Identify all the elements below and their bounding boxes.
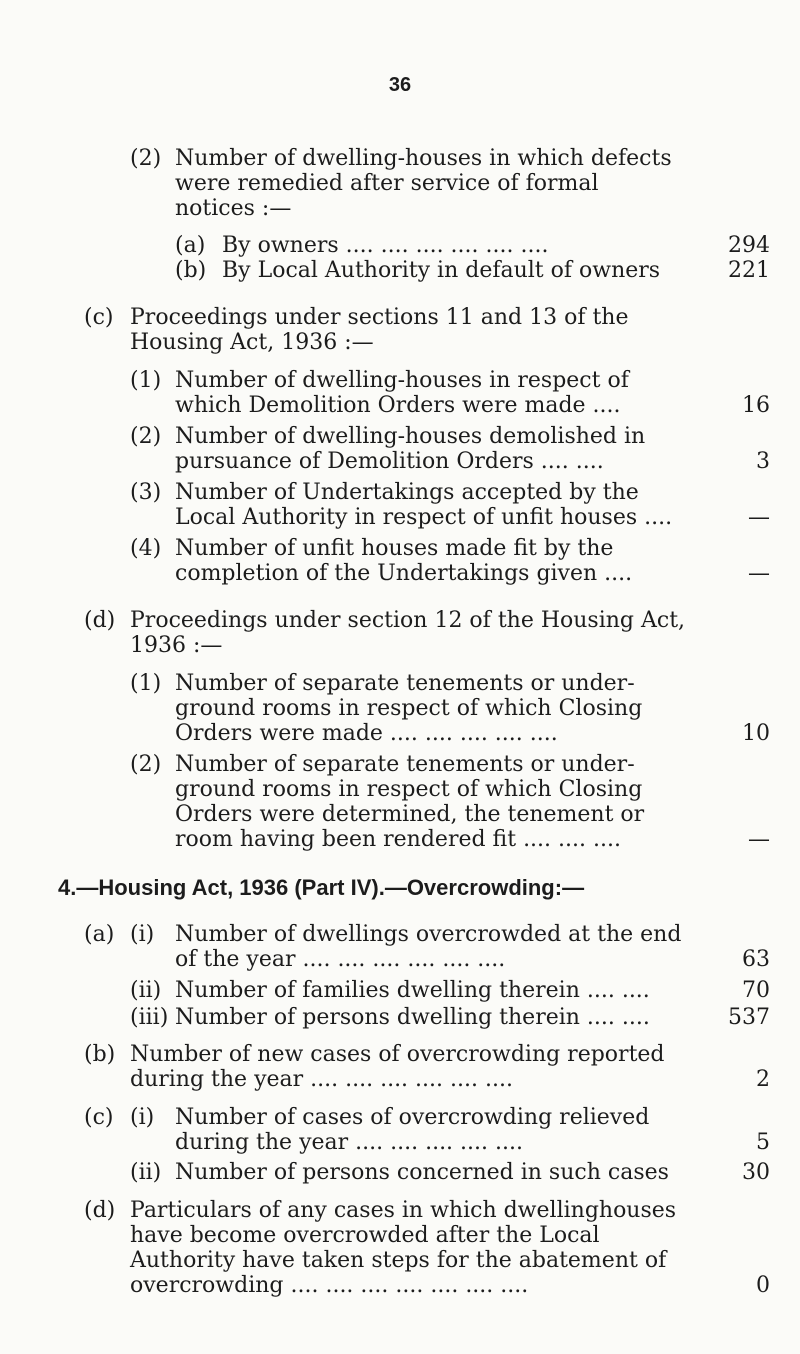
paragraph-line: Orders were determined, the tenement or: [175, 802, 645, 827]
paragraph-line: pursuance of Demolition Orders .... ....: [175, 449, 604, 474]
paragraph-line: Authority have taken steps for the abatement of: [130, 1248, 667, 1273]
paragraph-line: Number of dwelling-houses in respect of: [175, 368, 629, 393]
paragraph-line: Number of new cases of overcrowding reported: [130, 1042, 665, 1067]
section-heading: 4.—Housing Act, 1936 (Part IV).—Overcrowding:—: [58, 875, 585, 900]
list-item-text: By owners .... .... .... .... .... ....: [222, 233, 549, 258]
list-item-text: By Local Authority in default of owners: [222, 258, 661, 283]
item-label: (a): [175, 233, 206, 258]
item-value: 3: [756, 449, 770, 474]
paragraph-line: Number of dwelling-houses demolished in: [175, 424, 646, 449]
item-value: —: [748, 561, 770, 586]
paragraph-line: overcrowding .... .... .... .... .... .... ....: [130, 1273, 529, 1298]
paragraph-line: of the year .... .... .... .... .... ....: [175, 947, 506, 972]
paragraph-line: have become overcrowded after the Local: [130, 1223, 600, 1248]
section-label: (d): [84, 608, 116, 633]
paragraph-line: during the year .... .... .... .... .... ....: [130, 1067, 513, 1092]
item-label: (i): [130, 922, 155, 947]
paragraph-line: Orders were made .... .... .... .... ....: [175, 721, 558, 746]
section-label: (c): [84, 305, 114, 330]
paragraph-line: Number of unfit houses made fit by the: [175, 536, 614, 561]
paragraph-line: Number of Undertakings accepted by the: [175, 480, 639, 505]
paragraph-line: Number of separate tenements or under-: [175, 671, 635, 696]
item-value: 0: [756, 1273, 770, 1298]
paragraph-line: were remedied after service of formal: [175, 171, 599, 196]
item-value: —: [748, 827, 770, 852]
paragraph-line: Number of dwelling-houses in which defects: [175, 146, 672, 171]
item-value: 537: [728, 1005, 770, 1030]
paragraph-line: Number of persons concerned in such cases: [175, 1160, 669, 1185]
item-label: (2): [130, 424, 162, 449]
item-label: (ii): [130, 1160, 162, 1185]
item-label: (2): [130, 146, 162, 171]
item-label: (1): [130, 671, 162, 696]
section-label: (a): [84, 922, 115, 947]
paragraph-line: Particulars of any cases in which dwellinghouses: [130, 1198, 677, 1223]
item-value: 2: [756, 1067, 770, 1092]
page-number: 36: [388, 74, 412, 96]
paragraph-line: Number of persons dwelling therein .... ....: [175, 1005, 650, 1030]
item-label: (3): [130, 480, 162, 505]
item-label: (iii): [130, 1005, 169, 1030]
paragraph-line: ground rooms in respect of which Closing: [175, 696, 643, 721]
paragraph-line: room having been rendered fit .... .... ....: [175, 827, 621, 852]
item-value: 221: [728, 258, 770, 283]
paragraph-line: Local Authority in respect of unfit houses ....: [175, 505, 673, 530]
item-label: (1): [130, 368, 162, 393]
item-label: (4): [130, 536, 162, 561]
item-label: (b): [175, 258, 207, 283]
item-label: (i): [130, 1105, 155, 1130]
item-value: 16: [742, 393, 770, 418]
paragraph-line: completion of the Undertakings given ....: [175, 561, 633, 586]
paragraph-line: Number of families dwelling therein .... ....: [175, 978, 650, 1003]
section-label: (b): [84, 1042, 116, 1067]
item-value: 10: [742, 721, 770, 746]
item-label: (2): [130, 752, 162, 777]
paragraph-line: Housing Act, 1936 :—: [130, 330, 374, 355]
section-label: (d): [84, 1198, 116, 1223]
item-value: 294: [728, 233, 770, 258]
item-value: 30: [742, 1160, 770, 1185]
paragraph-line: notices :—: [175, 196, 292, 221]
paragraph-line: Proceedings under sections 11 and 13 of the: [130, 305, 629, 330]
item-value: —: [748, 505, 770, 530]
item-label: (ii): [130, 978, 162, 1003]
section-label: (c): [84, 1105, 114, 1130]
paragraph-line: Number of cases of overcrowding relieved: [175, 1105, 650, 1130]
paragraph-line: during the year .... .... .... .... ....: [175, 1130, 523, 1155]
item-value: 63: [742, 947, 770, 972]
item-value: 70: [742, 978, 770, 1003]
paragraph-line: ground rooms in respect of which Closing: [175, 777, 643, 802]
paragraph-line: which Demolition Orders were made ....: [175, 393, 621, 418]
paragraph-line: Proceedings under section 12 of the Housing Act,: [130, 608, 686, 633]
paragraph-line: 1936 :—: [130, 633, 223, 658]
paragraph-line: Number of separate tenements or under-: [175, 752, 635, 777]
paragraph-line: Number of dwellings overcrowded at the end: [175, 922, 682, 947]
item-value: 5: [756, 1130, 770, 1155]
